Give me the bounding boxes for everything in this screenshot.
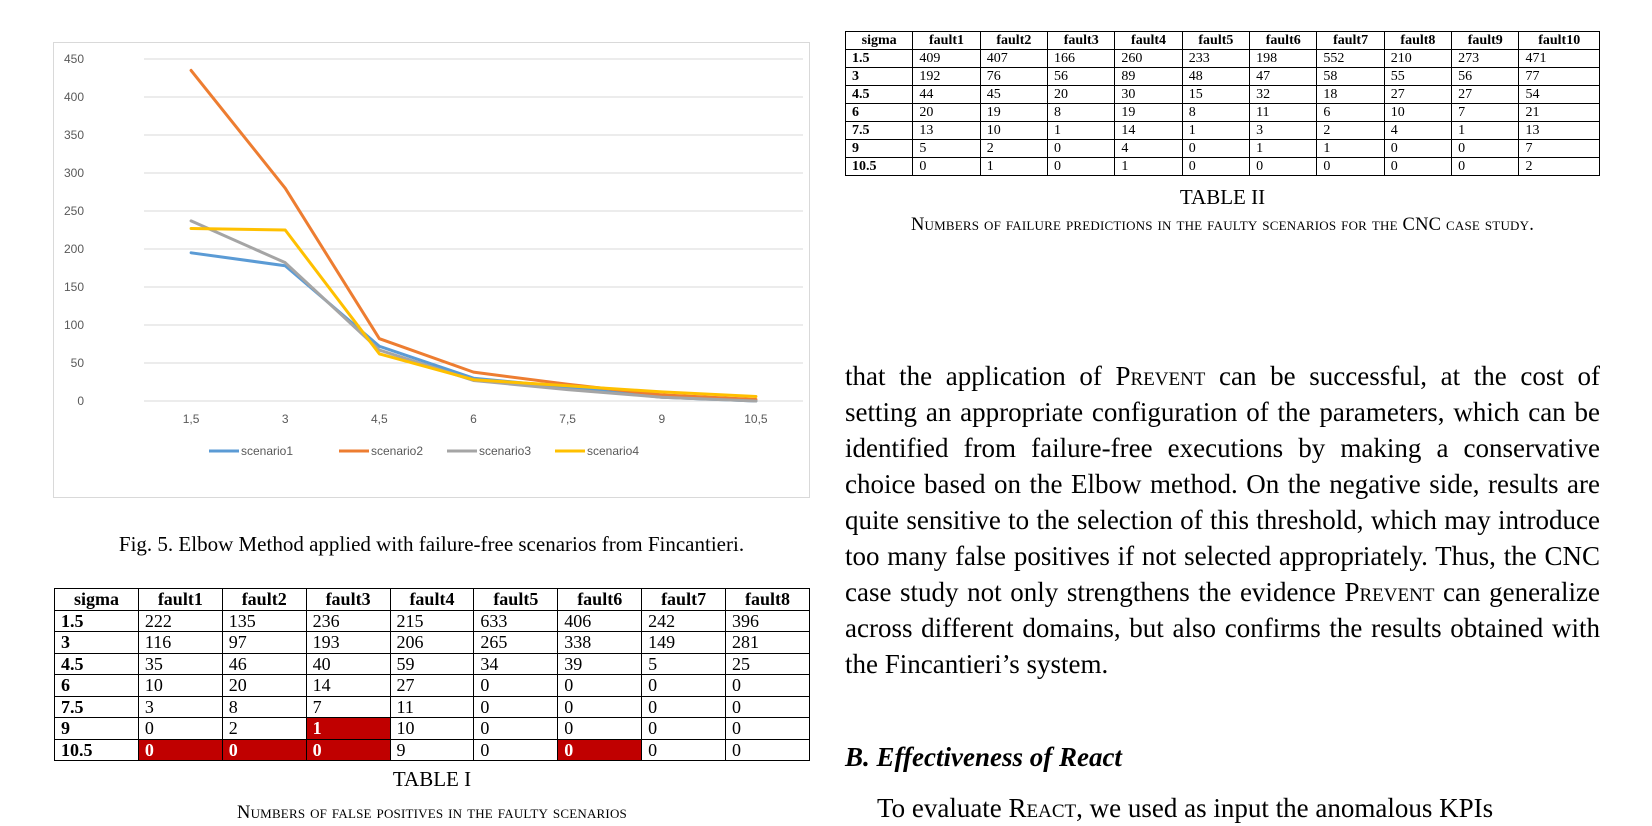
table-row xyxy=(846,50,1600,68)
row-header-cell: 6 xyxy=(55,675,139,697)
table-cell: 15 xyxy=(1182,86,1249,104)
table-failure-predictions xyxy=(845,31,1600,176)
table-cell: 1 xyxy=(1115,158,1182,176)
figure-caption: Fig. 5. Elbow Method applied with failure-free scenarios from Fincantieri. xyxy=(118,532,745,556)
table-cell: 13 xyxy=(913,122,980,140)
table-cell: 233 xyxy=(1182,50,1249,68)
table-cell: 0 xyxy=(642,696,726,718)
table-cell: 7 xyxy=(1519,140,1600,158)
table-cell: 0 xyxy=(726,675,810,697)
table-cell: 8 xyxy=(222,696,306,718)
table-cell: 56 xyxy=(1048,68,1115,86)
table-cell: 10 xyxy=(1384,104,1451,122)
elbow-chart-svg xyxy=(54,43,811,499)
row-header-cell: 9 xyxy=(55,718,139,740)
table-cell: 210 xyxy=(1384,50,1451,68)
table-cell: 19 xyxy=(1115,104,1182,122)
table-row xyxy=(55,718,810,740)
table-cell: 1 xyxy=(1317,140,1384,158)
table-cell: 265 xyxy=(474,632,558,654)
table-cell: 0 xyxy=(558,696,642,718)
table-cell: 0 xyxy=(558,675,642,697)
y-tick-label: 300 xyxy=(63,166,84,180)
table-cell: 0 xyxy=(913,158,980,176)
table-cell: 192 xyxy=(913,68,980,86)
table-cell: 97 xyxy=(222,632,306,654)
table-cell: 10 xyxy=(138,675,222,697)
prevent-name: Prevent xyxy=(1344,577,1435,607)
table-cell: 1 xyxy=(1048,122,1115,140)
x-tick-label: 10,5 xyxy=(744,412,768,426)
table-cell: 5 xyxy=(642,653,726,675)
series-line-scenario2 xyxy=(191,70,756,399)
table-cell: 40 xyxy=(306,653,390,675)
row-header-cell: 10.5 xyxy=(55,739,139,761)
table-cell: 14 xyxy=(1115,122,1182,140)
table-row xyxy=(846,104,1600,122)
table-row xyxy=(55,739,810,761)
table-cell: 0 xyxy=(1452,158,1519,176)
column-header: fault2 xyxy=(222,589,306,611)
body-text-segment: To evaluate xyxy=(877,793,1009,823)
column-header: sigma xyxy=(55,589,139,611)
table-cell: 0 xyxy=(1384,140,1451,158)
table-cell: 0 xyxy=(1048,158,1115,176)
row-header-cell: 1.5 xyxy=(846,50,913,68)
table-cell: 27 xyxy=(390,675,474,697)
column-header: fault5 xyxy=(1182,32,1249,50)
table-cell: 59 xyxy=(390,653,474,675)
table-cell: 3 xyxy=(138,696,222,718)
table-cell: 0 xyxy=(474,718,558,740)
y-tick-label: 50 xyxy=(70,356,84,370)
table-cell: 0 xyxy=(222,739,306,761)
column-header: fault4 xyxy=(390,589,474,611)
table-cell: 135 xyxy=(222,610,306,632)
table-cell: 2 xyxy=(222,718,306,740)
table-cell: 2 xyxy=(1317,122,1384,140)
table-cell: 0 xyxy=(138,739,222,761)
table-cell: 55 xyxy=(1384,68,1451,86)
column-header: fault2 xyxy=(980,32,1047,50)
table-cell: 3 xyxy=(1250,122,1317,140)
table-row xyxy=(846,68,1600,86)
table-cell: 0 xyxy=(558,718,642,740)
table-cell: 46 xyxy=(222,653,306,675)
table-cell: 273 xyxy=(1452,50,1519,68)
table-cell: 30 xyxy=(1115,86,1182,104)
table-cell: 7 xyxy=(306,696,390,718)
table-cell: 0 xyxy=(474,696,558,718)
body-text-segment: can generalize across different domains, but also confirms the results obtained with the Fincantieri’s system. xyxy=(845,577,1600,679)
body-text-segment: that the application of xyxy=(845,361,1116,391)
table-cell: 242 xyxy=(642,610,726,632)
table-cell: 0 xyxy=(726,739,810,761)
row-header-cell: 10.5 xyxy=(846,158,913,176)
table-cell: 21 xyxy=(1519,104,1600,122)
table-cell: 1 xyxy=(980,158,1047,176)
table-cell: 48 xyxy=(1182,68,1249,86)
y-tick-label: 100 xyxy=(63,318,84,332)
table-cell: 0 xyxy=(726,696,810,718)
table-cell: 0 xyxy=(1452,140,1519,158)
table-row xyxy=(55,653,810,675)
table-cell: 34 xyxy=(474,653,558,675)
table-cell: 11 xyxy=(1250,104,1317,122)
legend-label: scenario4 xyxy=(587,444,640,458)
x-tick-label: 7,5 xyxy=(559,412,576,426)
table-row xyxy=(55,632,810,654)
react-name: React xyxy=(1008,793,1077,823)
table-cell: 10 xyxy=(980,122,1047,140)
row-header-cell: 7.5 xyxy=(55,696,139,718)
table-row xyxy=(55,675,810,697)
table-cell: 47 xyxy=(1250,68,1317,86)
table-cell: 1 xyxy=(1452,122,1519,140)
table1-label: TABLE I xyxy=(392,767,472,791)
table-cell: 0 xyxy=(642,718,726,740)
table-cell: 0 xyxy=(558,739,642,761)
column-header: fault8 xyxy=(726,589,810,611)
legend-label: scenario1 xyxy=(241,444,294,458)
table-cell: 222 xyxy=(138,610,222,632)
table-cell: 0 xyxy=(1182,140,1249,158)
table-cell: 76 xyxy=(980,68,1047,86)
table-cell: 20 xyxy=(913,104,980,122)
table-cell: 27 xyxy=(1384,86,1451,104)
table-cell: 0 xyxy=(642,739,726,761)
y-tick-label: 0 xyxy=(77,394,84,408)
y-tick-label: 200 xyxy=(63,242,84,256)
section-heading: B. Effectiveness of React xyxy=(845,742,1122,772)
table-header-row xyxy=(55,589,810,611)
prevent-name: Prevent xyxy=(1115,361,1206,391)
row-header-cell: 3 xyxy=(55,632,139,654)
column-header: fault7 xyxy=(642,589,726,611)
table-cell: 215 xyxy=(390,610,474,632)
table-cell: 0 xyxy=(474,675,558,697)
table2-caption: Numbers of failure predictions in the faulty scenarios for the CNC case study. xyxy=(910,215,1535,235)
table-cell: 0 xyxy=(1317,158,1384,176)
table-cell: 20 xyxy=(1048,86,1115,104)
column-header: fault3 xyxy=(306,589,390,611)
table-row xyxy=(846,140,1600,158)
table-cell: 0 xyxy=(642,675,726,697)
row-header-cell: 3 xyxy=(846,68,913,86)
table-cell: 0 xyxy=(474,739,558,761)
y-tick-label: 350 xyxy=(63,128,84,142)
row-header-cell: 4.5 xyxy=(55,653,139,675)
table-cell: 27 xyxy=(1452,86,1519,104)
table-cell: 4 xyxy=(1115,140,1182,158)
table-cell: 44 xyxy=(913,86,980,104)
table-row xyxy=(55,610,810,632)
x-tick-label: 4,5 xyxy=(371,412,388,426)
table1-caption: Numbers of false positives in the faulty scenarios xyxy=(237,803,627,823)
table-row xyxy=(846,158,1600,176)
x-tick-label: 6 xyxy=(470,412,477,426)
table-cell: 166 xyxy=(1048,50,1115,68)
table-cell: 198 xyxy=(1250,50,1317,68)
table-cell: 56 xyxy=(1452,68,1519,86)
table-cell: 77 xyxy=(1519,68,1600,86)
legend-label: scenario3 xyxy=(479,444,532,458)
y-tick-label: 250 xyxy=(63,204,84,218)
y-tick-label: 150 xyxy=(63,280,84,294)
table-cell: 8 xyxy=(1048,104,1115,122)
table-cell: 407 xyxy=(980,50,1047,68)
table-cell: 54 xyxy=(1519,86,1600,104)
body-paragraph-2 xyxy=(845,790,1600,826)
table-cell: 19 xyxy=(980,104,1047,122)
table-cell: 149 xyxy=(642,632,726,654)
table-cell: 116 xyxy=(138,632,222,654)
column-header: sigma xyxy=(846,32,913,50)
table-cell: 0 xyxy=(138,718,222,740)
table-cell: 9 xyxy=(390,739,474,761)
series-line-scenario3 xyxy=(191,221,756,401)
table-cell: 2 xyxy=(980,140,1047,158)
table-cell: 4 xyxy=(1384,122,1451,140)
table-cell: 11 xyxy=(390,696,474,718)
row-header-cell: 6 xyxy=(846,104,913,122)
table-cell: 14 xyxy=(306,675,390,697)
table-cell: 5 xyxy=(913,140,980,158)
table-cell: 0 xyxy=(726,718,810,740)
table-cell: 0 xyxy=(1384,158,1451,176)
table-cell: 260 xyxy=(1115,50,1182,68)
row-header-cell: 1.5 xyxy=(55,610,139,632)
column-header: fault6 xyxy=(558,589,642,611)
table-cell: 32 xyxy=(1250,86,1317,104)
elbow-chart xyxy=(53,42,810,498)
column-header: fault1 xyxy=(138,589,222,611)
table-row xyxy=(846,86,1600,104)
table-cell: 20 xyxy=(222,675,306,697)
row-header-cell: 4.5 xyxy=(846,86,913,104)
table-cell: 0 xyxy=(1048,140,1115,158)
table-cell: 8 xyxy=(1182,104,1249,122)
column-header: fault6 xyxy=(1250,32,1317,50)
table-cell: 2 xyxy=(1519,158,1600,176)
y-tick-label: 400 xyxy=(63,90,84,104)
table-cell: 0 xyxy=(306,739,390,761)
column-header: fault7 xyxy=(1317,32,1384,50)
table-cell: 89 xyxy=(1115,68,1182,86)
table-cell: 1 xyxy=(1182,122,1249,140)
column-header: fault5 xyxy=(474,589,558,611)
table-cell: 552 xyxy=(1317,50,1384,68)
table-cell: 35 xyxy=(138,653,222,675)
column-header: fault4 xyxy=(1115,32,1182,50)
table-cell: 193 xyxy=(306,632,390,654)
body-paragraph xyxy=(845,358,1600,682)
table-cell: 206 xyxy=(390,632,474,654)
table-cell: 10 xyxy=(390,718,474,740)
table-cell: 0 xyxy=(1182,158,1249,176)
table-false-positives xyxy=(54,588,810,761)
table-cell: 406 xyxy=(558,610,642,632)
column-header: fault10 xyxy=(1519,32,1600,50)
table-cell: 1 xyxy=(306,718,390,740)
table-cell: 39 xyxy=(558,653,642,675)
table-cell: 25 xyxy=(726,653,810,675)
table-header-row xyxy=(846,32,1600,50)
table-cell: 396 xyxy=(726,610,810,632)
column-header: fault1 xyxy=(913,32,980,50)
table-cell: 13 xyxy=(1519,122,1600,140)
table-cell: 58 xyxy=(1317,68,1384,86)
column-header: fault8 xyxy=(1384,32,1451,50)
x-tick-label: 9 xyxy=(658,412,666,426)
table-row xyxy=(846,122,1600,140)
table-cell: 18 xyxy=(1317,86,1384,104)
y-tick-label: 450 xyxy=(63,52,84,66)
table-cell: 471 xyxy=(1519,50,1600,68)
column-header: fault9 xyxy=(1452,32,1519,50)
table-cell: 409 xyxy=(913,50,980,68)
table-cell: 236 xyxy=(306,610,390,632)
body-text-segment: can be successful, at the cost of setting an appropriate configuration of the parameters, which can be identified from failure-free executions by making a conservative choice based on the Elbow method. On the negative side, results are quite sensitive to the selection of this threshold, which may introduce too many false positives if not selected appropriately. Thus, the CNC case study not only strengthens the evidence xyxy=(845,361,1600,607)
table2-label: TABLE II xyxy=(1179,185,1266,209)
x-tick-label: 1,5 xyxy=(182,412,200,426)
table-cell: 7 xyxy=(1452,104,1519,122)
legend-label: scenario2 xyxy=(371,444,424,458)
table-cell: 45 xyxy=(980,86,1047,104)
column-header: fault3 xyxy=(1048,32,1115,50)
table-cell: 1 xyxy=(1250,140,1317,158)
table-cell: 6 xyxy=(1317,104,1384,122)
row-header-cell: 7.5 xyxy=(846,122,913,140)
table-row xyxy=(55,696,810,718)
body-text-segment: , we used as input the anomalous KPIs xyxy=(1076,793,1494,823)
table-cell: 281 xyxy=(726,632,810,654)
row-header-cell: 9 xyxy=(846,140,913,158)
table-cell: 338 xyxy=(558,632,642,654)
table-cell: 633 xyxy=(474,610,558,632)
x-tick-label: 3 xyxy=(281,412,289,426)
table-cell: 0 xyxy=(1250,158,1317,176)
